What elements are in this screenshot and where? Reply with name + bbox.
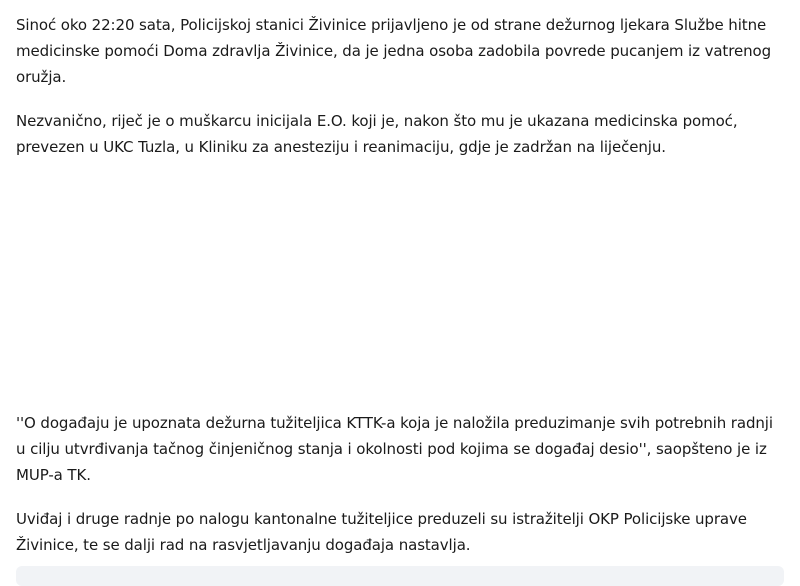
empty-ad-slot xyxy=(16,176,786,392)
article-paragraph-3: ''O događaju je upoznata dežurna tužiteljica KTTK-a koja je naložila preduzimanje svih potrebnih radnji u cilju utvrđivanja tačnog činjeničnog stanja i okolnosti pod kojima se događaj desio'', saopšteno je iz MUP-a TK. xyxy=(16,414,773,484)
paragraph-spacer xyxy=(16,90,786,108)
article-paragraph-2: Nezvanično, riječ je o muškarcu inicijala E.O. koji je, nakon što mu je ukazana medicinska pomoć, prevezen u UKC Tuzla, u Kliniku za anesteziju i reanimaciju, gdje je zadržan na liječenju. xyxy=(16,112,738,156)
article-paragraph-4: Uviđaj i druge radnje po nalogu kantonalne tužiteljice preduzeli su istražitelji OKP Policijske uprave Živinice, te se dalji rad na rasvjetljavanju događaja nastavlja. xyxy=(16,510,747,554)
article-paragraph-1: Sinoć oko 22:20 sata, Policijskoj stanici Živinice prijavljeno je od strane dežurnog ljekara Službe hitne medicinske pomoći Doma zdravlja Živinice, da je jedna osoba zadobila povrede pucanjem iz vatrenog oružja. xyxy=(16,16,771,86)
bottom-info-panel xyxy=(16,566,784,586)
paragraph-spacer xyxy=(16,488,786,506)
article-body xyxy=(16,12,786,558)
